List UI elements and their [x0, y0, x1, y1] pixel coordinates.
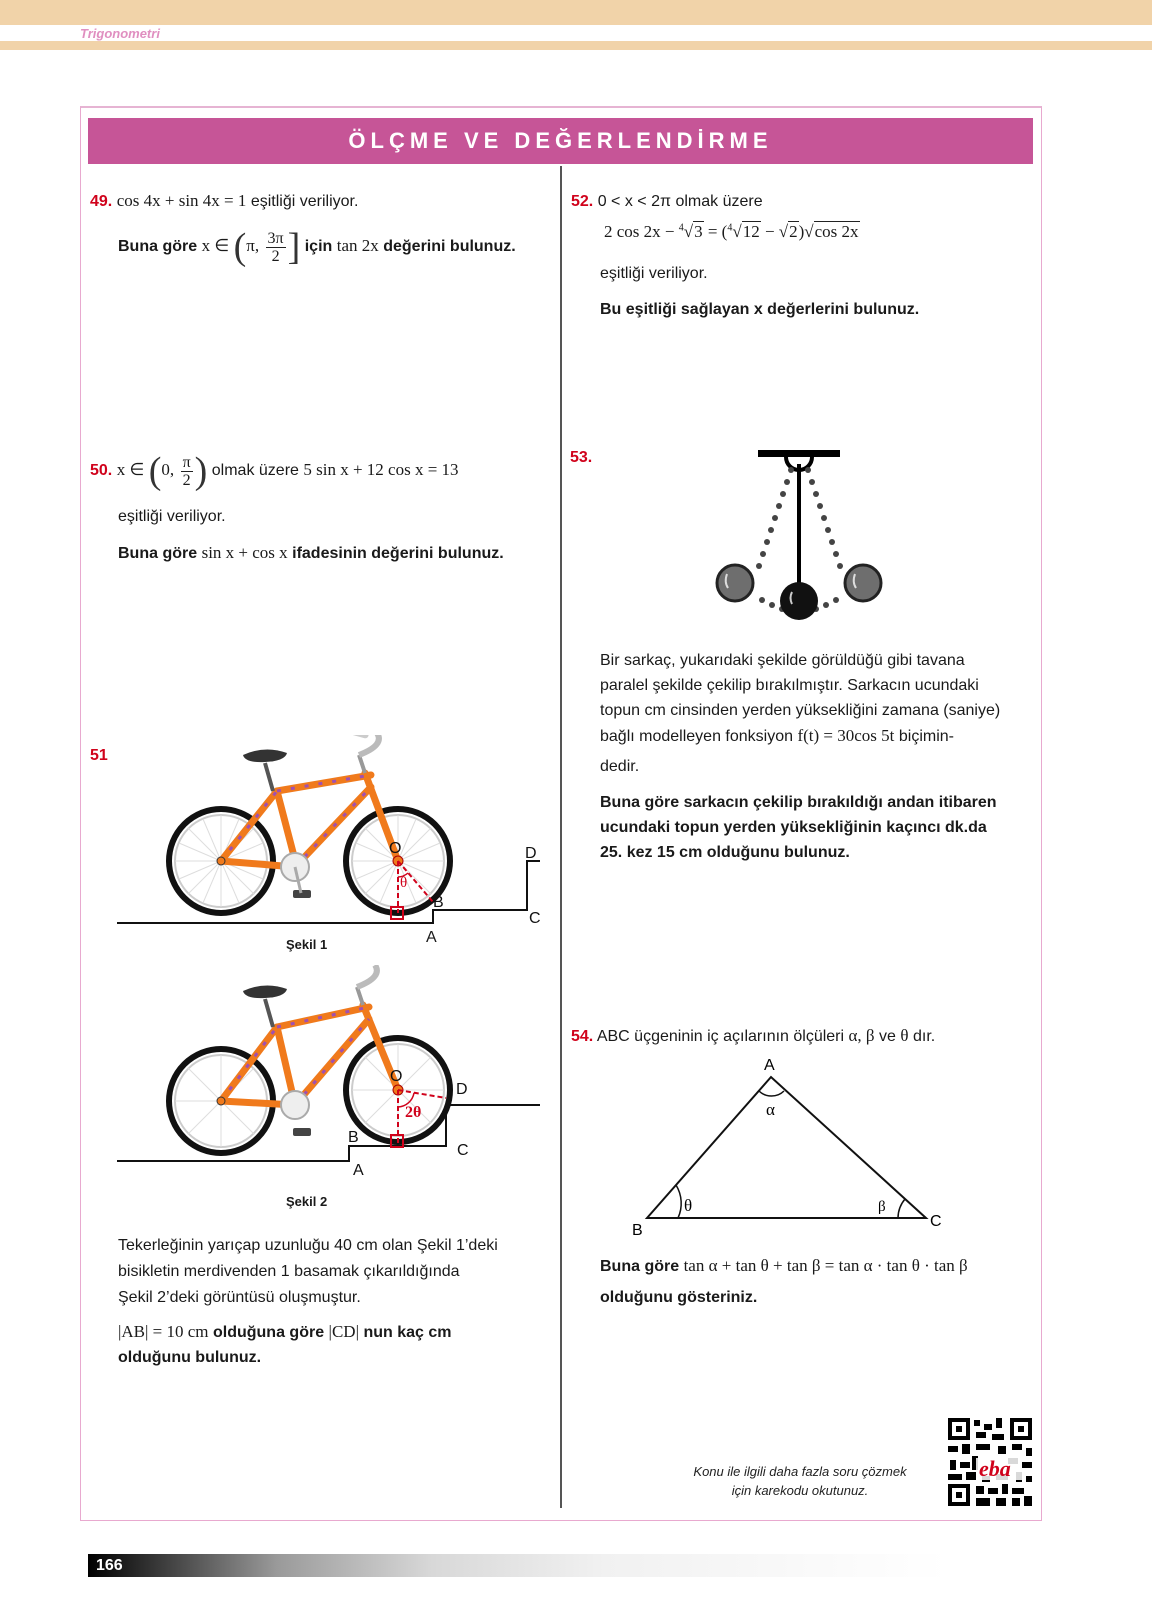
question-54 [571, 1024, 935, 1049]
triangle-abc-figure [620, 1055, 950, 1235]
prompt-line: 25. kez 15 cm olduğunu bulunuz. [600, 844, 850, 861]
prompt-prefix: Buna göre [600, 1258, 680, 1275]
prompt-prefix: Buna göre [118, 545, 198, 562]
figure1-label-A: A [426, 929, 437, 946]
svg-text:α: α [766, 1100, 775, 1119]
text-line: Tekerleğinin yarıçap uzunluğu 40 cm olan Şekil 1’deki [118, 1237, 498, 1254]
prompt-mid: için [304, 238, 333, 256]
question-53-number: 53. [570, 449, 593, 466]
svg-text:C: C [930, 1213, 942, 1230]
top-band-lower [0, 41, 1152, 50]
numerator: 3π [267, 229, 284, 247]
qr-note-line: için karekodu okutunuz. [731, 1483, 869, 1498]
text-line: paralel şekilde çekilip bırakılmıştır. Sarkacın ucundaki [600, 677, 979, 694]
chapter-title: Trigonometri [80, 26, 160, 41]
figure2-caption: Şekil 2 [286, 1194, 328, 1209]
question-49 [90, 189, 358, 214]
target-expression: sin x + cos x [201, 543, 288, 562]
svg-text:β: β [878, 1199, 886, 1215]
top-band [0, 0, 1152, 25]
close-bracket: ] [287, 226, 301, 268]
eq-part: − [760, 222, 779, 241]
question-53-text [600, 648, 1030, 779]
question-51-prompt [118, 1320, 451, 1345]
question-52-prompt: Bu eşitliği sağlayan x değerlerini bulunuz. [600, 301, 920, 318]
set-membership: x ∈ [201, 236, 230, 256]
intro-tail: dır. [913, 1028, 936, 1045]
fraction-pi-over-2 [181, 454, 193, 489]
eq-part: 2 cos 2x − [604, 222, 679, 241]
radicand: cos 2x [814, 222, 859, 241]
svg-text:O: O [389, 840, 402, 857]
question-53-prompt [600, 790, 1030, 865]
question-51-prompt-line2: olduğunu bulunuz. [118, 1349, 262, 1366]
numerator: π [182, 453, 191, 471]
qr-note [680, 1462, 920, 1500]
svg-text:B: B [632, 1222, 643, 1235]
section-banner: ÖLÇME VE DEĞERLENDİRME [88, 118, 1033, 164]
svg-text:O: O [390, 1068, 403, 1085]
question-50-prompt [118, 541, 504, 566]
equation: cos 4x + sin 4x = 1 [116, 191, 247, 210]
text-line: bisikletin merdivenden 1 basamak çıkarıldığında [118, 1263, 460, 1280]
question-49-prompt [118, 228, 516, 266]
svg-text:2θ: 2θ [405, 1104, 422, 1121]
svg-text:C: C [457, 1142, 469, 1159]
radicand: 2 [789, 222, 798, 241]
eq-part: ) [798, 222, 805, 241]
set-membership: x ∈ [116, 460, 145, 480]
pendulum-figure [700, 438, 900, 628]
qr-note-line: Konu ile ilgili daha fazla soru çözmek [693, 1464, 907, 1479]
text-line: dedir. [600, 758, 640, 775]
question-number: 54. [571, 1028, 594, 1045]
text-line: topun cm cinsinden yerden yüksekliğini zamana (saniye) [600, 702, 1001, 719]
column-divider [560, 166, 562, 1508]
prompt-tail: ifadesinin değerini bulunuz. [292, 545, 504, 562]
condition-text: olmak üzere [211, 462, 299, 480]
svg-text:D: D [525, 845, 537, 862]
question-52 [571, 190, 763, 214]
prompt-prefix: Buna göre [118, 238, 198, 256]
angle-theta-label: θ [400, 875, 408, 891]
text-part: biçimin- [898, 728, 954, 745]
open-paren: ( [233, 226, 247, 268]
svg-text:B: B [433, 894, 444, 911]
equation: 5 sin x + 12 cos x = 13 [303, 460, 459, 480]
prompt-line: ucundaki topun yerden yüksekliğinin kaçıncı dk.da [600, 819, 987, 836]
prompt-mid: olduğuna göre [212, 1324, 325, 1341]
svg-text:θ: θ [684, 1196, 693, 1215]
triangle-name: ABC [596, 1028, 630, 1045]
identity-expression: tan α + tan θ + tan β = tan α · tan θ · tan β [683, 1256, 968, 1275]
text-part: bağlı modelleyen fonksiyon [600, 728, 794, 745]
question-51-text [118, 1233, 558, 1311]
prompt-tail: değerini bulunuz. [383, 238, 516, 256]
question-50 [90, 452, 459, 490]
denominator: 2 [182, 471, 191, 489]
text-line [600, 723, 1030, 749]
function-formula: f(t) = 30cos 5t [797, 726, 895, 745]
svg-text:B: B [348, 1129, 359, 1146]
interval-start: 0, [161, 460, 175, 480]
question-54-prompt [600, 1254, 968, 1279]
fraction-3pi-over-2 [266, 230, 286, 265]
bicycle-figure-2 [115, 965, 555, 1175]
condition-text: 0 < x < 2π olmak üzere [597, 193, 763, 210]
svg-text:A: A [764, 1057, 775, 1074]
question-52-equation: 2 cos 2x − $^4$√3 = ($^4$√12 − √2)√cos 2x [604, 222, 859, 241]
text-line: Bir sarkaç, yukarıdaki şekilde görüldüğü gibi tavana [600, 652, 965, 669]
bicycle-figure-1 [115, 735, 555, 935]
question-54-prompt-line2: olduğunu gösteriniz. [600, 1289, 758, 1306]
svg-text:C: C [529, 910, 541, 927]
question-number: 50. [90, 462, 113, 480]
radicand: 3 [694, 222, 703, 241]
question-number: 52. [571, 193, 594, 210]
eba-logo: eba [979, 1456, 1011, 1481]
root-index: 4 [727, 222, 733, 234]
denominator: 2 [271, 247, 280, 265]
root-index: 4 [678, 222, 684, 234]
question-52-line2: eşitliği veriliyor. [600, 265, 708, 282]
angle-symbol: θ [900, 1026, 909, 1045]
prompt-line: Buna göre sarkacın çekilip bırakıldığı andan itibaren [600, 794, 997, 811]
svg-text:D: D [456, 1081, 468, 1098]
target-expression: tan 2x [336, 236, 379, 256]
qr-code-icon[interactable] [946, 1416, 1034, 1508]
interval-start: π, [246, 236, 260, 256]
intro-text: üçgeninin iç açılarının ölçüleri [634, 1028, 845, 1045]
close-paren: ) [194, 450, 208, 492]
prompt-tail: nun kaç cm [363, 1324, 452, 1341]
radicand: 12 [742, 222, 760, 241]
page-number: 166 [96, 1557, 123, 1574]
conjunction: ve [879, 1028, 896, 1045]
figure1-caption: Şekil 1 [286, 937, 328, 952]
statement-text: eşitliği veriliyor. [250, 193, 359, 210]
question-50-line2: eşitliği veriliyor. [118, 508, 226, 525]
given-length: |AB| = 10 cm [118, 1322, 209, 1341]
angle-symbols: α, β [848, 1026, 875, 1045]
page-footer-bar [88, 1554, 948, 1577]
open-paren: ( [148, 450, 162, 492]
svg-text:A: A [353, 1162, 364, 1175]
target-length: |CD| [328, 1322, 359, 1341]
question-number: 49. [90, 193, 113, 210]
text-line: Şekil 2’deki görüntüsü oluşmuştur. [118, 1289, 361, 1306]
question-51-number: 51 [90, 747, 108, 764]
eq-part: = ( [703, 222, 728, 241]
